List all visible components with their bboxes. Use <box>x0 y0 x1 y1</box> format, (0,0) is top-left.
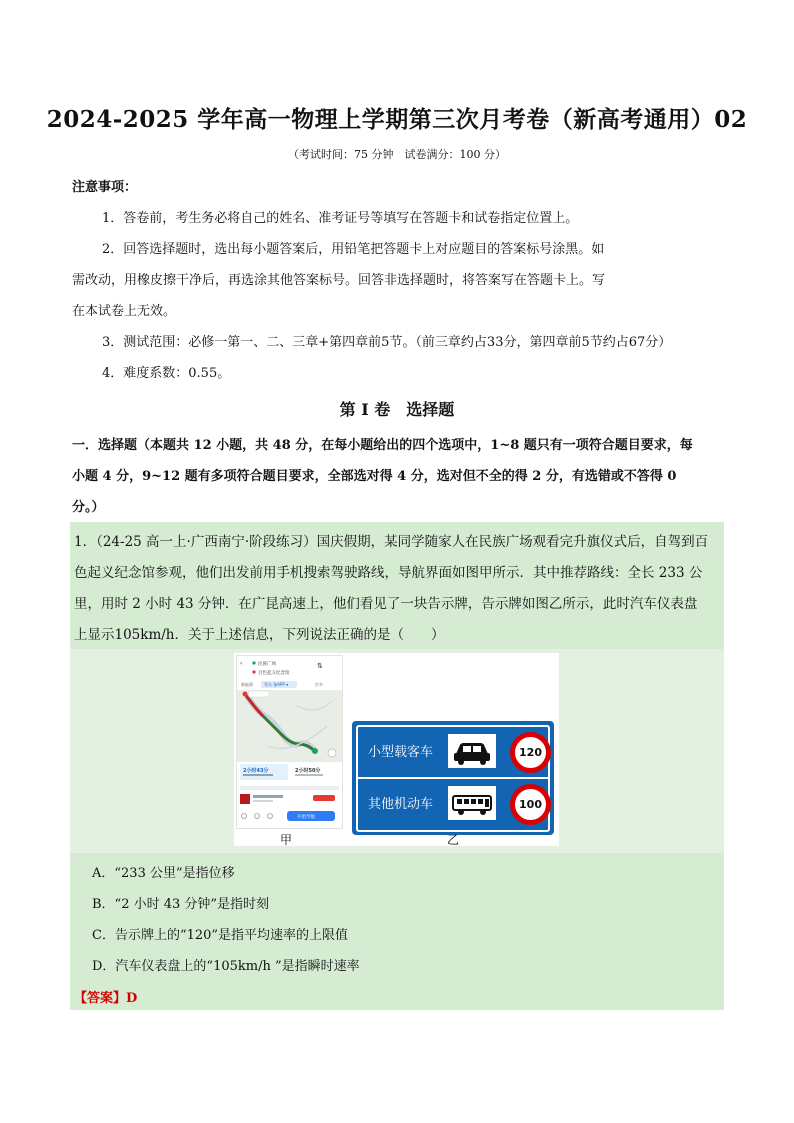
question-text: 上显示105km/h．关于上述信息，下列说法正确的是（ ） <box>74 627 445 643</box>
navigation-screenshot <box>236 655 343 829</box>
question-text: 里，用时 2 小时 43 分钟．在广昆高速上，他们看见了一块告示牌，告示牌如图乙所示，此时汽车仪表盘 <box>74 596 698 612</box>
notice-line: 需改动，用橡皮擦干净后，再选涂其他答案标号。回答非选择题时，将答案写在答题卡上。写 <box>72 273 606 288</box>
start-location: 民族广场 <box>258 662 276 667</box>
start-navigation-label: 开始导航 <box>297 815 315 820</box>
tab-taxi: 打车 <box>315 682 323 687</box>
notice-line: 4．难度系数：0.55。 <box>102 366 231 381</box>
speed-limit-100: 100 <box>510 784 551 825</box>
section-instruction: 一．选择题（本题共 12 小题，共 48 分，在每小题给出的四个选项中，1~8 题只有一项符合题目要求，每 <box>72 438 693 453</box>
figure-caption-yi: 乙 <box>447 833 460 847</box>
question-text: 色起义纪念馆参观，他们出发前用手机搜索驾驶路线，导航界面如图甲所示．其中推荐路线：全长 233 公 <box>74 565 703 581</box>
notice-line: 3．测试范围：必修一第一、二、三章+第四章前5节。（前三章约占33分，第四章前5节约占67分） <box>102 335 672 350</box>
option-b: B．“2 小时 43 分钟”是指时刻 <box>92 897 270 912</box>
sign-border <box>356 725 550 832</box>
destination: 百色起义纪念馆 <box>258 671 290 676</box>
option-c: C．告示牌上的“120”是指平均速率的上限值 <box>92 928 349 943</box>
svg-text:‹: ‹ <box>240 660 243 667</box>
exam-subtitle: （考试时间：75 分钟 试卷满分：100 分） <box>288 148 506 161</box>
sign-row-other <box>358 779 548 829</box>
bus-icon <box>448 786 496 820</box>
vehicle-type-label: 小型载客车 <box>368 745 434 760</box>
answer <box>74 987 137 1006</box>
car-icon <box>448 734 496 768</box>
vehicle-type-label: 其他机动车 <box>368 797 434 812</box>
figure-caption-jia: 甲 <box>280 833 293 847</box>
exam-title: 2024-2025 学年高一物理上学期第三次月考卷（新高考通用）02 <box>46 106 748 133</box>
tab-drive: 驾车 备APP ▾ <box>264 682 289 687</box>
option-a: A．“233 公里”是指位移 <box>92 866 235 881</box>
notice-heading: 注意事项： <box>72 180 138 195</box>
section-heading: 第 I 卷 选择题 <box>339 400 455 419</box>
tab-new-energy: 新能源 <box>241 682 253 687</box>
notice-line: 在本试卷上无效。 <box>72 304 177 319</box>
svg-text:⇅: ⇅ <box>317 662 323 670</box>
question-figure <box>234 653 559 846</box>
option-d: D．汽车仪表盘上的“105km/h ”是指瞬时速率 <box>92 959 360 974</box>
sign-row-passenger <box>358 727 548 777</box>
notice-line: 1．答卷前，考生务必将自己的姓名、准考证号等填写在答题卡和试卷指定位置上。 <box>102 211 579 226</box>
question-text: 1．（24-25 高一上·广西南宁·阶段练习）国庆假期，某同学随家人在民族广场观看完升旗仪式后，自驾到百 <box>74 534 709 550</box>
answer-tag: 【答案】 <box>74 991 127 1006</box>
speed-limit-120: 120 <box>510 732 551 773</box>
map-illustration <box>237 656 342 828</box>
section-instruction: 小题 4 分，9~12 题有多项符合题目要求，全部选对得 4 分，选对但不全的得 2 分，有选错或不答得 0 <box>72 469 677 484</box>
route-time-1: 2小时43分 <box>243 768 269 774</box>
answer-value: D <box>126 991 138 1006</box>
section-instruction: 分。） <box>72 500 105 515</box>
notice-line: 2．回答选择题时，选出每小题答案后，用铅笔把答题卡上对应题目的答案标号涂黑。如 <box>102 242 605 257</box>
route-time-2: 2小时50分 <box>295 768 321 774</box>
speed-limit-sign <box>352 721 554 835</box>
